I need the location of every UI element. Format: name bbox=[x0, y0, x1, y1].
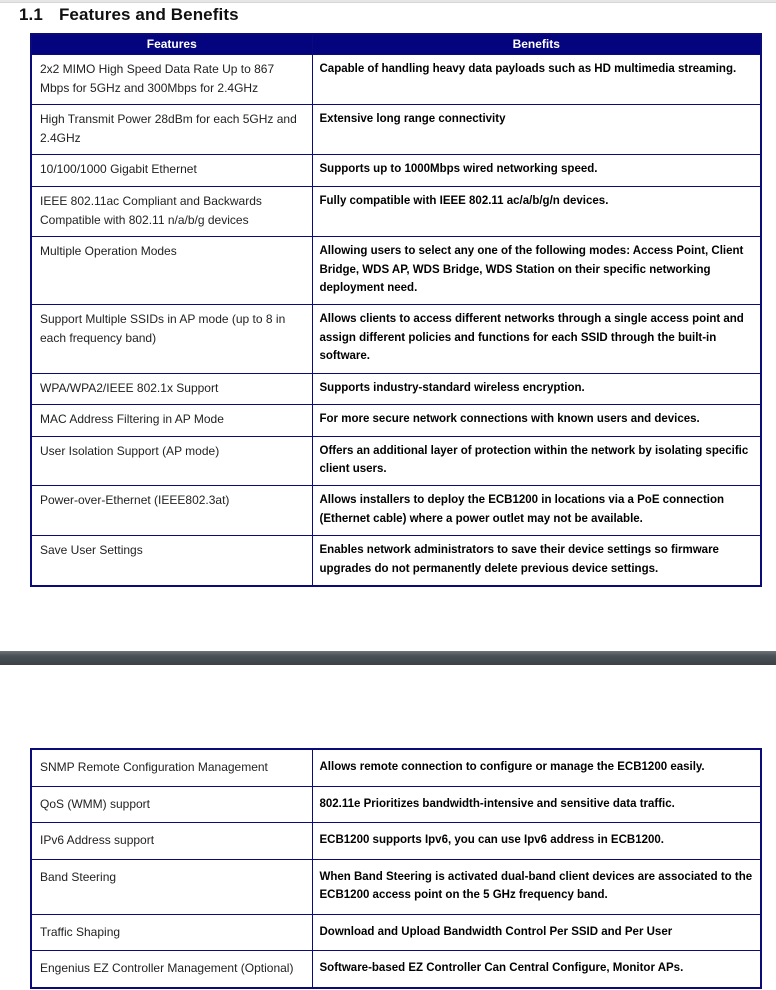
table-row bbox=[31, 786, 761, 823]
benefits-column-header: Benefits bbox=[312, 34, 761, 55]
table-row bbox=[31, 951, 761, 988]
benefit-cell: Fully compatible with IEEE 802.11 ac/a/b/g/n devices. bbox=[312, 186, 761, 236]
feature-cell: 10/100/1000 Gigabit Ethernet bbox=[31, 155, 312, 187]
table-row bbox=[31, 186, 761, 236]
benefit-cell: Allowing users to select any one of the following modes: Access Point, Client Bridge, WDS AP, WDS Bridge, WDS Station on their specific networking deployment need. bbox=[312, 237, 761, 305]
table-row bbox=[31, 105, 761, 155]
feature-cell: 2x2 MIMO High Speed Data Rate Up to 867 Mbps for 5GHz and 300Mbps for 2.4GHz bbox=[31, 55, 312, 105]
feature-cell: QoS (WMM) support bbox=[31, 786, 312, 823]
benefit-cell: Download and Upload Bandwidth Control Per SSID and Per User bbox=[312, 914, 761, 951]
feature-cell: Support Multiple SSIDs in AP mode (up to 8 in each frequency band) bbox=[31, 305, 312, 373]
table-row bbox=[31, 486, 761, 536]
benefit-cell: 802.11e Prioritizes bandwidth-intensive and sensitive data traffic. bbox=[312, 786, 761, 823]
feature-cell: SNMP Remote Configuration Management bbox=[31, 749, 312, 786]
feature-cell: Save User Settings bbox=[31, 536, 312, 586]
section-heading bbox=[19, 5, 239, 25]
feature-cell: Traffic Shaping bbox=[31, 914, 312, 951]
table-row bbox=[31, 237, 761, 305]
page-separator-bar bbox=[0, 651, 776, 665]
feature-cell: WPA/WPA2/IEEE 802.1x Support bbox=[31, 373, 312, 405]
table-row bbox=[31, 536, 761, 586]
table-row bbox=[31, 914, 761, 951]
benefit-cell: Allows clients to access different networks through a single access point and assign different policies and functions for each SSID through the built-in software. bbox=[312, 305, 761, 373]
table-row bbox=[31, 823, 761, 860]
table-row bbox=[31, 55, 761, 105]
section-number: 1.1 bbox=[19, 5, 43, 24]
benefit-cell: When Band Steering is activated dual-band client devices are associated to the ECB1200 access point on the 5 GHz frequency band. bbox=[312, 859, 761, 914]
benefit-cell: Capable of handling heavy data payloads such as HD multimedia streaming. bbox=[312, 55, 761, 105]
benefit-cell: Allows remote connection to configure or manage the ECB1200 easily. bbox=[312, 749, 761, 786]
page-top-edge bbox=[0, 0, 776, 3]
feature-cell: IEEE 802.11ac Compliant and Backwards Compatible with 802.11 n/a/b/g devices bbox=[31, 186, 312, 236]
feature-cell: Band Steering bbox=[31, 859, 312, 914]
feature-cell: User Isolation Support (AP mode) bbox=[31, 436, 312, 486]
feature-cell: MAC Address Filtering in AP Mode bbox=[31, 405, 312, 437]
features-benefits-table-page1 bbox=[30, 33, 762, 587]
benefit-cell: Supports industry-standard wireless encryption. bbox=[312, 373, 761, 405]
table-row bbox=[31, 859, 761, 914]
feature-cell: Power-over-Ethernet (IEEE802.3at) bbox=[31, 486, 312, 536]
benefit-cell: Enables network administrators to save their device settings so firmware upgrades do not permanently delete previous device settings. bbox=[312, 536, 761, 586]
feature-cell: Multiple Operation Modes bbox=[31, 237, 312, 305]
table-row bbox=[31, 373, 761, 405]
benefit-cell: Supports up to 1000Mbps wired networking speed. bbox=[312, 155, 761, 187]
benefit-cell: Extensive long range connectivity bbox=[312, 105, 761, 155]
feature-cell: Engenius EZ Controller Management (Optional) bbox=[31, 951, 312, 988]
benefit-cell: Software-based EZ Controller Can Central Configure, Monitor APs. bbox=[312, 951, 761, 988]
table-row bbox=[31, 436, 761, 486]
table-header-row bbox=[31, 34, 761, 55]
benefit-cell: Allows installers to deploy the ECB1200 in locations via a PoE connection (Ethernet cable) where a power outlet may not be available. bbox=[312, 486, 761, 536]
benefit-cell: ECB1200 supports Ipv6, you can use Ipv6 address in ECB1200. bbox=[312, 823, 761, 860]
benefit-cell: Offers an additional layer of protection within the network by isolating specific client users. bbox=[312, 436, 761, 486]
section-title: Features and Benefits bbox=[58, 5, 239, 24]
feature-cell: IPv6 Address support bbox=[31, 823, 312, 860]
features-benefits-table-page2 bbox=[30, 748, 762, 989]
features-column-header: Features bbox=[31, 34, 312, 55]
feature-cell: High Transmit Power 28dBm for each 5GHz and 2.4GHz bbox=[31, 105, 312, 155]
benefit-cell: For more secure network connections with known users and devices. bbox=[312, 405, 761, 437]
table-row bbox=[31, 305, 761, 373]
table-row bbox=[31, 405, 761, 437]
table-row bbox=[31, 155, 761, 187]
table-row bbox=[31, 749, 761, 786]
